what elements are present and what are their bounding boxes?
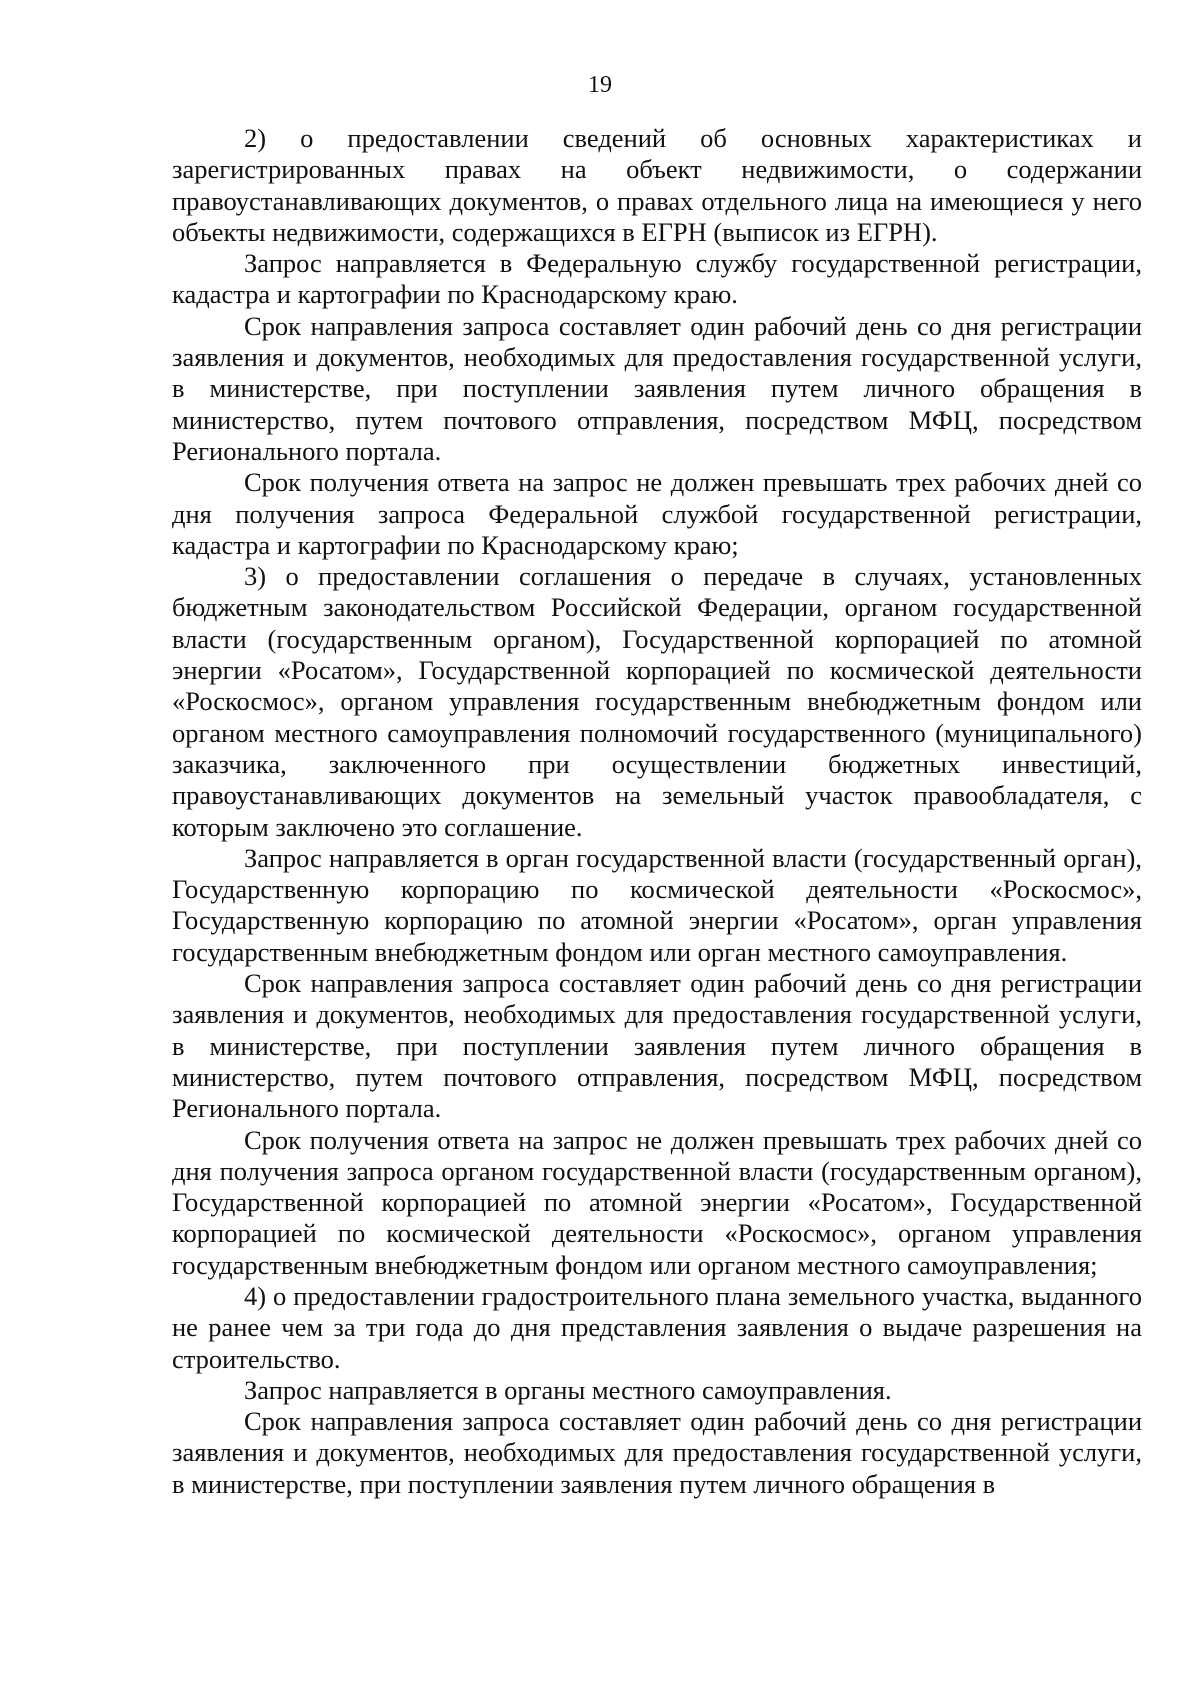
paragraph-item-2: 2) о предоставлении сведений об основных характеристиках и зарегистрированных правах на объект недвижимости, о содержании правоустанавливающих документов, о правах отдельного лица на имеющиеся у него объекты недвижимости, содержащихся в ЕГРН (выписок из ЕГРН). bbox=[172, 123, 1142, 247]
paragraph-request-recipient: Запрос направляется в органы местного самоуправления. bbox=[244, 1374, 892, 1405]
paragraph-item-4: 4) о предоставлении градостроительного плана земельного участка, выданного не ранее чем за три года до дня представления заявления о выдаче разрешения на строительство. bbox=[172, 1280, 1142, 1374]
page-number: 19 bbox=[588, 72, 612, 98]
paragraph-response-deadline: Срок получения ответа на запрос не должен превышать трех рабочих дней со дня получения запроса Федеральной службой государственной регистрации, кадастра и картографии по Краснодарскому краю; bbox=[172, 467, 1142, 560]
paragraph-response-deadline: Срок получения ответа на запрос не должен превышать трех рабочих дней со дня получения запроса органом государственной власти (государственным органом), Государственной корпорацией по атомной энергии «Росатом», Государственной корпорацией по космической деятельности «Роскосмос», органом управления государственным внебюджетным фондом или органом местного самоуправления; bbox=[172, 1124, 1142, 1280]
paragraph-request-deadline: Срок направления запроса составляет один рабочий день со дня регистрации заявления и документов, необходимых для предоставления государственной услуги, в министерстве, при поступлении заявления путем личного обращения в bbox=[172, 1406, 1142, 1499]
paragraph-request-deadline: Срок направления запроса составляет один рабочий день со дня регистрации заявления и документов, необходимых для предоставления государственной услуги, в министерстве, при поступлении заявления путем личного обращения в министерство, путем почтового отправления, посредством МФЦ, посредством Регионального портала. bbox=[172, 968, 1142, 1124]
paragraph-request-deadline: Срок направления запроса составляет один рабочий день со дня регистрации заявления и документов, необходимых для предоставления государственной услуги, в министерстве, при поступлении заявления путем личного обращения в министерство, путем почтового отправления, посредством МФЦ, посредством Регионального портала. bbox=[172, 310, 1142, 466]
paragraph-request-recipient: Запрос направляется в орган государственной власти (государственный орган), Государственную корпорацию по космической деятельности «Роскосмос», Государственную корпорацию по атомной энергии «Росатом», орган управления государственным внебюджетным фондом или орган местного самоуправления. bbox=[172, 842, 1142, 967]
paragraph-request-recipient: Запрос направляется в Федеральную службу государственной регистрации, кадастра и картографии по Краснодарскому краю. bbox=[172, 248, 1142, 310]
paragraph-item-3: 3) о предоставлении соглашения о передаче в случаях, установленных бюджетным законодательством Российской Федерации, органом государственной власти (государственным органом), Государственной корпорацией по атомной энергии «Росатом», Государственной корпорацией по космической деятельности «Роскосмос», органом управления государственным внебюджетным фондом или органом местного самоуправления полномочий государственного (муниципального) заказчика, заключенного при осуществлении бюджетных инвестиций, правоустанавливающих документов на земельный участок правообладателя, с которым заключено это соглашение. bbox=[172, 561, 1142, 842]
document-body bbox=[172, 123, 1142, 1500]
